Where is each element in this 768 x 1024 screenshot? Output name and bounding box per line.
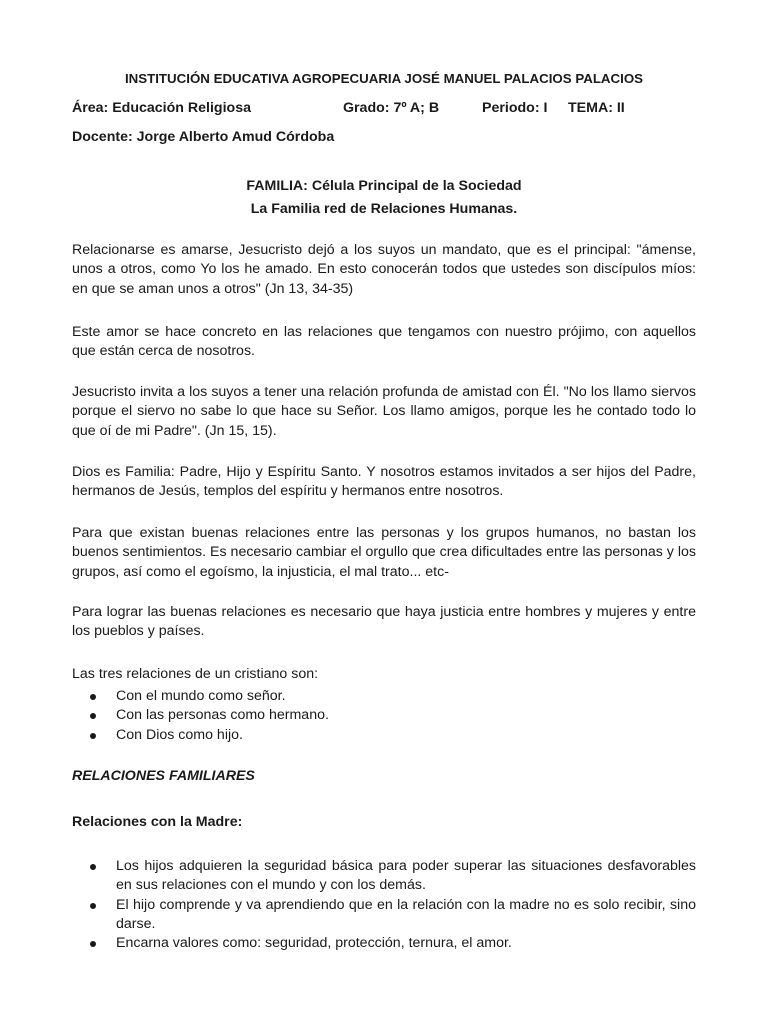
- section-heading-family: RELACIONES FAMILIARES: [72, 768, 255, 784]
- bullet-icon: [90, 903, 96, 909]
- list-item: Con las personas como hermano.: [90, 706, 696, 725]
- list-item: Con el mundo como señor.: [90, 687, 696, 706]
- bullet-icon: [90, 941, 96, 947]
- list-item: Los hijos adquieren la seguridad básica para poder superar las situaciones desfavorables en sus relaciones con el mundo y con los demás.: [90, 857, 696, 896]
- bullet-icon: [90, 733, 96, 739]
- institution-name: INSTITUCIÓN EDUCATIVA AGROPECUARIA JOSÉ MANUEL PALACIOS PALACIOS: [124, 71, 644, 86]
- relations-list: [90, 687, 696, 745]
- mother-list: [90, 857, 696, 953]
- paragraph-1: Relacionarse es amarse, Jesucristo dejó a los suyos un mandato, que es el principal: "ámense, unos a otros, como Yo los he amado. En esto conocerán todos que ustedes son discípulos míos: en que se aman unos a otros" (Jn 13, 34-35): [72, 242, 696, 297]
- teacher-label: Docente: Jorge Alberto Amud Córdoba: [72, 129, 335, 145]
- list-item: Con Dios como hijo.: [90, 726, 696, 745]
- section-heading-mother: Relaciones con la Madre:: [72, 814, 243, 830]
- paragraph-2: Este amor se hace concreto en las relaciones que tengamos con nuestro prójimo, con aquellos que están cerca de nosotros.: [72, 324, 696, 360]
- area-label: Área: Educación Religiosa: [72, 100, 251, 116]
- document-subtitle: La Familia red de Relaciones Humanas.: [250, 201, 518, 217]
- paragraph-6: Para lograr las buenas relaciones es necesario que haya justicia entre hombres y mujeres y entre los pueblos y países.: [72, 604, 696, 640]
- paragraph-3: Jesucristo invita a los suyos a tener una relación profunda de amistad con Él. "No los llamo siervos porque el siervo no sabe lo que hace su Señor. Los llamo amigos, porque les he contado todo lo que oí de mi Padre". (Jn 15, 15).: [72, 384, 696, 439]
- grade-label: Grado: 7º A; B: [343, 100, 440, 116]
- list-item: Encarna valores como: seguridad, protección, ternura, el amor.: [90, 934, 696, 953]
- paragraph-7: Las tres relaciones de un cristiano son:: [72, 666, 319, 682]
- period-label: Periodo: I: [482, 100, 548, 116]
- bullet-icon: [90, 864, 96, 870]
- theme-label: TEMA: II: [568, 100, 625, 116]
- document-title: FAMILIA: Célula Principal de la Sociedad: [246, 178, 522, 194]
- bullet-icon: [90, 713, 96, 719]
- list-item: El hijo comprende y va aprendiendo que en la relación con la madre no es solo recibir, sino darse.: [90, 896, 696, 935]
- bullet-icon: [90, 694, 96, 700]
- paragraph-5: Para que existan buenas relaciones entre las personas y los grupos humanos, no bastan los buenos sentimientos. Es necesario cambiar el orgullo que crea dificultades entre las personas y los grupos, así como el egoísmo, la injusticia, el mal trato... etc-: [72, 525, 696, 580]
- paragraph-4: Dios es Familia: Padre, Hijo y Espíritu Santo. Y nosotros estamos invitados a ser hijos del Padre, hermanos de Jesús, templos del espíritu y hermanos entre nosotros.: [72, 464, 696, 500]
